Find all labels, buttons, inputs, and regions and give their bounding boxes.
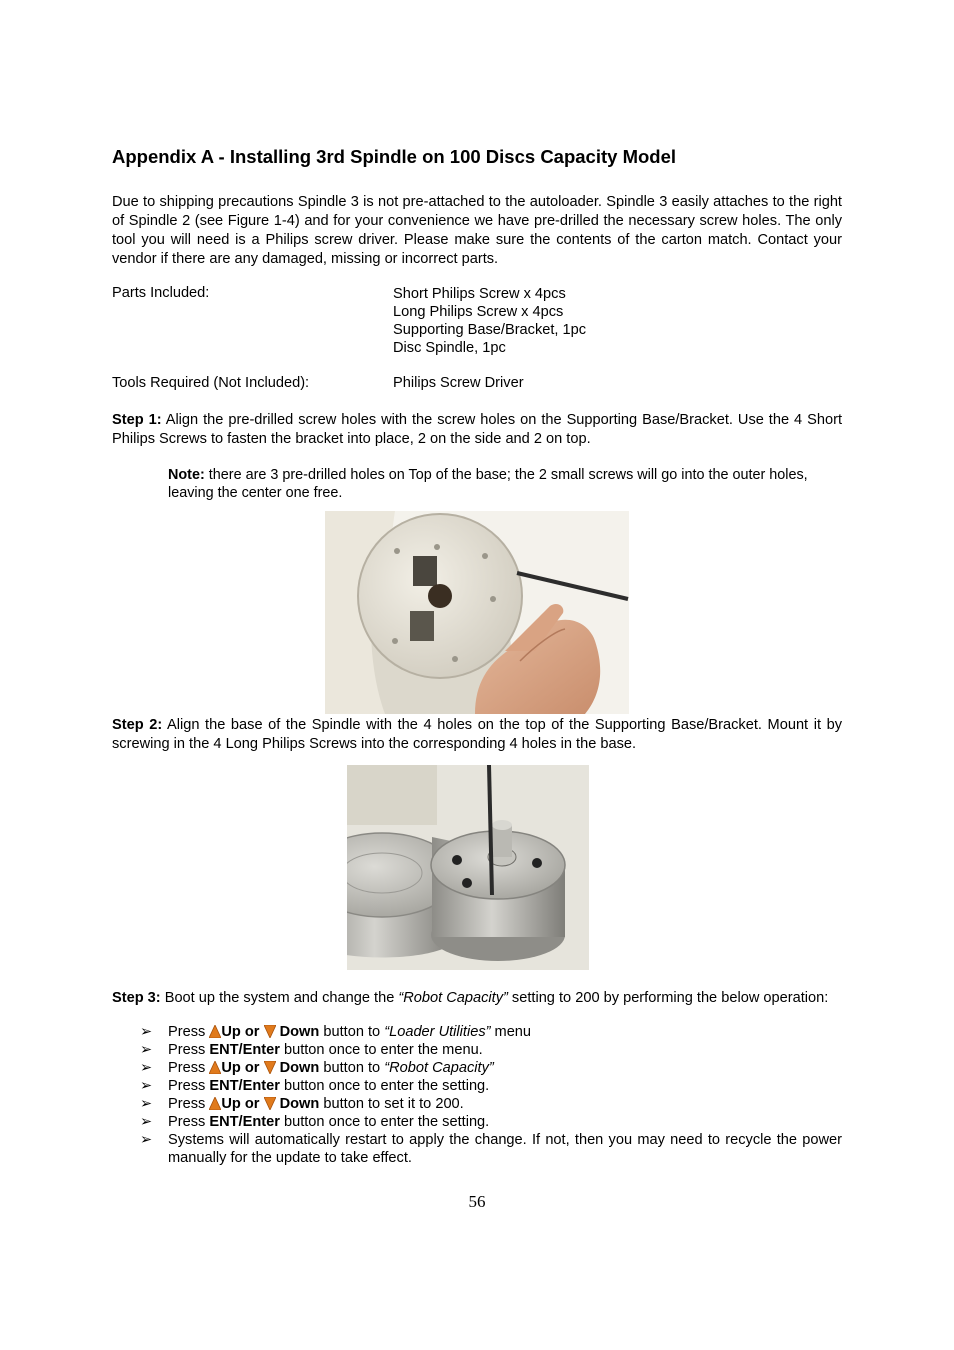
step1-label: Step 1: (112, 412, 162, 428)
list-text: button to (319, 1060, 385, 1076)
up-key-label: Up or (221, 1096, 264, 1112)
step3-paragraph (112, 989, 842, 1008)
bullet-arrow-icon: ➢ (140, 1042, 153, 1058)
down-arrow-icon (264, 1061, 276, 1074)
list-text: button once to enter the setting. (279, 1114, 490, 1130)
parts-item: Disc Spindle, 1pc (393, 340, 506, 356)
spindle-photo (347, 765, 589, 970)
enter-key-label: ENT/Enter (209, 1042, 280, 1058)
bullet-arrow-icon: ➢ (140, 1060, 153, 1076)
operation-steps-list (140, 1023, 842, 1167)
bullet-arrow-icon: ➢ (140, 1114, 153, 1130)
down-key-label: Down (275, 1096, 320, 1112)
list-text: button to set it to 200. (319, 1096, 464, 1112)
list-item (140, 1095, 842, 1113)
list-text: Press (168, 1114, 210, 1130)
list-item (140, 1041, 842, 1059)
setting-name: “Robot Capacity” (384, 1060, 494, 1076)
up-arrow-icon (209, 1061, 221, 1074)
spindle-photo-drawing (347, 765, 589, 970)
parts-item: Supporting Base/Bracket, 1pc (393, 322, 587, 338)
bullet-arrow-icon: ➢ (140, 1132, 153, 1148)
step1-paragraph (112, 411, 842, 449)
step2-paragraph (112, 716, 842, 754)
up-arrow-icon (209, 1097, 221, 1110)
list-text: button once to enter the menu. (279, 1042, 483, 1058)
list-item (140, 1113, 842, 1131)
list-text: button once to enter the setting. (279, 1078, 490, 1094)
parts-list (393, 285, 586, 357)
page-number: 56 (468, 1192, 486, 1211)
step3-label: Step 3: (112, 990, 161, 1006)
up-key-label: Up or (221, 1060, 264, 1076)
bullet-arrow-icon: ➢ (140, 1096, 153, 1112)
enter-key-label: ENT/Enter (209, 1078, 280, 1094)
step3-text-b: setting to 200 by performing the below operation: (507, 990, 829, 1006)
note-label: Note: (168, 467, 205, 483)
enter-key-label: ENT/Enter (209, 1114, 280, 1130)
list-item (140, 1023, 842, 1041)
list-text: Press (168, 1060, 210, 1076)
step1-text: Align the pre-drilled screw holes with the screw holes on the Supporting Base/Bracket. Use the 4 Short Philips Screws to fasten the bracket into place, 2 on the side and 2 on top. (112, 412, 842, 447)
list-text: Press (168, 1042, 210, 1058)
tools-label: Tools Required (Not Included): (112, 375, 310, 391)
down-arrow-icon (264, 1025, 276, 1038)
note-paragraph (168, 466, 848, 502)
bracket-photo (325, 511, 629, 714)
list-text: button to (319, 1024, 385, 1040)
page-title: Appendix A - Installing 3rd Spindle on 100 Discs Capacity Model (112, 146, 677, 167)
tools-value: Philips Screw Driver (393, 375, 524, 391)
list-text: menu (490, 1024, 532, 1040)
list-text: Press (168, 1096, 210, 1112)
bullet-arrow-icon: ➢ (140, 1024, 153, 1040)
up-key-label: Up or (221, 1024, 264, 1040)
down-arrow-icon (264, 1097, 276, 1110)
menu-name: “Loader Utilities” (384, 1024, 491, 1040)
list-item (140, 1059, 842, 1077)
list-text: Press (168, 1024, 210, 1040)
bracket-photo-drawing (325, 511, 629, 714)
list-text: Systems will automatically restart to apply the change. If not, then you may need to recycle the power manually for the update to take effect. (168, 1132, 842, 1166)
step2-label: Step 2: (112, 717, 163, 733)
parts-item: Long Philips Screw x 4pcs (393, 304, 564, 320)
up-arrow-icon (209, 1025, 221, 1038)
down-key-label: Down (275, 1024, 320, 1040)
note-text: there are 3 pre-drilled holes on Top of the base; the 2 small screws will go into the outer holes, leaving the center one free. (168, 467, 808, 501)
step3-setting-name: “Robot Capacity” (398, 990, 508, 1006)
list-item (140, 1077, 842, 1095)
bullet-arrow-icon: ➢ (140, 1078, 153, 1094)
step2-text: Align the base of the Spindle with the 4 holes on the top of the Supporting Base/Bracket. Mount it by screwing in the 4 Long Philips Screws into the corresponding 4 holes in the base. (112, 717, 843, 752)
intro-paragraph: Due to shipping precautions Spindle 3 is not pre-attached to the autoloader. Spindle 3 easily attaches to the right of Spindle 2 (see Figure 1-4) and for your convenience we have pre-drilled the necessary screw holes. The only tool you will need is a Philips screw driver. Please make sure the contents of the carton match. Contact your vendor if there are any damaged, missing or incorrect parts. (112, 194, 842, 267)
list-text: Press (168, 1078, 210, 1094)
parts-item: Short Philips Screw x 4pcs (393, 286, 566, 302)
list-item (140, 1131, 842, 1167)
parts-label: Parts Included: (112, 285, 210, 301)
down-key-label: Down (275, 1060, 320, 1076)
step3-text-a: Boot up the system and change the (160, 990, 399, 1006)
